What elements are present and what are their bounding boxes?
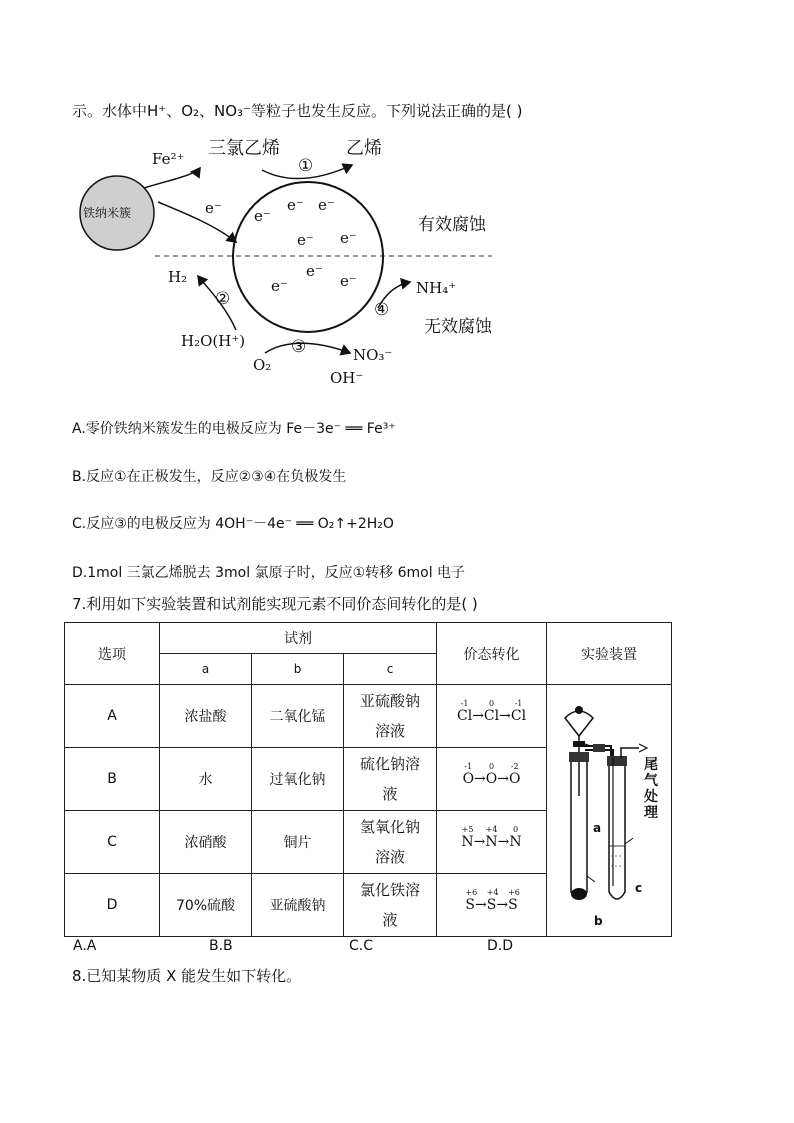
row-option: C [65, 811, 160, 874]
row-option: B [65, 748, 160, 811]
header-valence: 价态转化 [437, 623, 547, 685]
effective-corrosion-label: 有效腐蚀 [418, 215, 486, 235]
electron: e⁻ [297, 231, 314, 249]
cluster-electron-label: e⁻ [205, 199, 222, 217]
valence-chain: +5 N→ +4 N→ 0 N [437, 811, 547, 874]
option-6c: C.反应③的电极反应为 4OH⁻－4e⁻ ══ O₂↑+2H₂O [72, 516, 394, 532]
reagent-c: 氯化铁溶 液 [344, 874, 437, 937]
answer-c: C.C [349, 938, 374, 954]
no3-label: NO₃⁻ [353, 346, 393, 364]
reagent-c: 氢氧化钠 溶液 [344, 811, 437, 874]
electron: e⁻ [340, 229, 357, 247]
ethylene-label: 乙烯 [346, 138, 382, 159]
electron: e⁻ [340, 272, 357, 290]
electron: e⁻ [287, 196, 304, 214]
electron: e⁻ [254, 207, 271, 225]
reagent-c: 硫化钠溶 液 [344, 748, 437, 811]
apparatus-label-b: b [594, 914, 603, 928]
o2-label: O₂ [253, 356, 272, 374]
row-option: A [65, 685, 160, 748]
header-reagent: 试剂 [160, 623, 437, 654]
marker-2: ② [215, 289, 231, 309]
question-7-stem: 7.利用如下实验装置和试剂能实现元素不同价态间转化的是( ) [72, 595, 478, 613]
oh-label: OH⁻ [330, 369, 364, 387]
trichloroethylene-label: 三氯乙烯 [208, 138, 280, 159]
marker-3: ③ [291, 337, 307, 357]
reagent-a: 70%硫酸 [160, 874, 252, 937]
question-7-table [64, 622, 672, 937]
apparatus-label-tail-gas: 尾气处理 [644, 757, 659, 821]
electron: e⁻ [306, 262, 323, 280]
valence-chain: -1 O→ 0 O→ -2 O [437, 748, 547, 811]
reagent-b: 亚硫酸钠 [252, 874, 344, 937]
fe2plus-label: Fe²⁺ [152, 150, 185, 168]
header-c: c [344, 654, 437, 685]
electron: e⁻ [318, 196, 335, 214]
option-6b: B.反应①在正极发生，反应②③④在负极发生 [72, 469, 347, 485]
reagent-a: 浓盐酸 [160, 685, 252, 748]
header-option: 选项 [65, 623, 160, 685]
corrosion-diagram [0, 130, 794, 420]
answer-d: D.D [487, 938, 514, 954]
reagent-a: 水 [160, 748, 252, 811]
h2o-label: H₂O(H⁺) [181, 332, 246, 350]
apparatus-label-a: a [593, 821, 602, 835]
intro-line: 示。水体中H⁺、O₂、NO₃⁻等粒子也发生反应。下列说法正确的是( ) [72, 102, 523, 120]
nh4-label: NH₄⁺ [416, 279, 457, 297]
ineffective-corrosion-label: 无效腐蚀 [424, 317, 492, 337]
option-6d: D.1mol 三氯乙烯脱去 3mol 氯原子时，反应①转移 6mol 电子 [72, 565, 466, 581]
cluster-label: 铁纳米簇 [83, 206, 132, 220]
marker-4: ④ [374, 300, 390, 320]
marker-1: ① [298, 156, 314, 176]
reagent-a: 浓硝酸 [160, 811, 252, 874]
header-apparatus: 实验装置 [547, 623, 672, 685]
apparatus-cell [547, 685, 672, 937]
reagent-b: 二氧化锰 [252, 685, 344, 748]
option-6a: A.零价铁纳米簇发生的电极反应为 Fe－3e⁻ ══ Fe³⁺ [72, 421, 396, 437]
electron: e⁻ [271, 277, 288, 295]
h2-label: H₂ [168, 268, 188, 286]
electron-circle [233, 182, 383, 332]
answer-a: A.A [73, 938, 97, 954]
answer-b: B.B [209, 938, 233, 954]
reagent-b: 铜片 [252, 811, 344, 874]
header-b: b [252, 654, 344, 685]
valence-chain: -1 Cl→ 0 Cl→ -1 Cl [437, 685, 547, 748]
apparatus-label-c: c [635, 881, 643, 895]
row-option: D [65, 874, 160, 937]
header-a: a [160, 654, 252, 685]
reagent-c: 亚硫酸钠 溶液 [344, 685, 437, 748]
table-row [65, 685, 672, 748]
reagent-b: 过氧化钠 [252, 748, 344, 811]
question-8-stem: 8.已知某物质 X 能发生如下转化。 [72, 967, 302, 985]
valence-chain: +6 S→ +4 S→ +6 S [437, 874, 547, 937]
